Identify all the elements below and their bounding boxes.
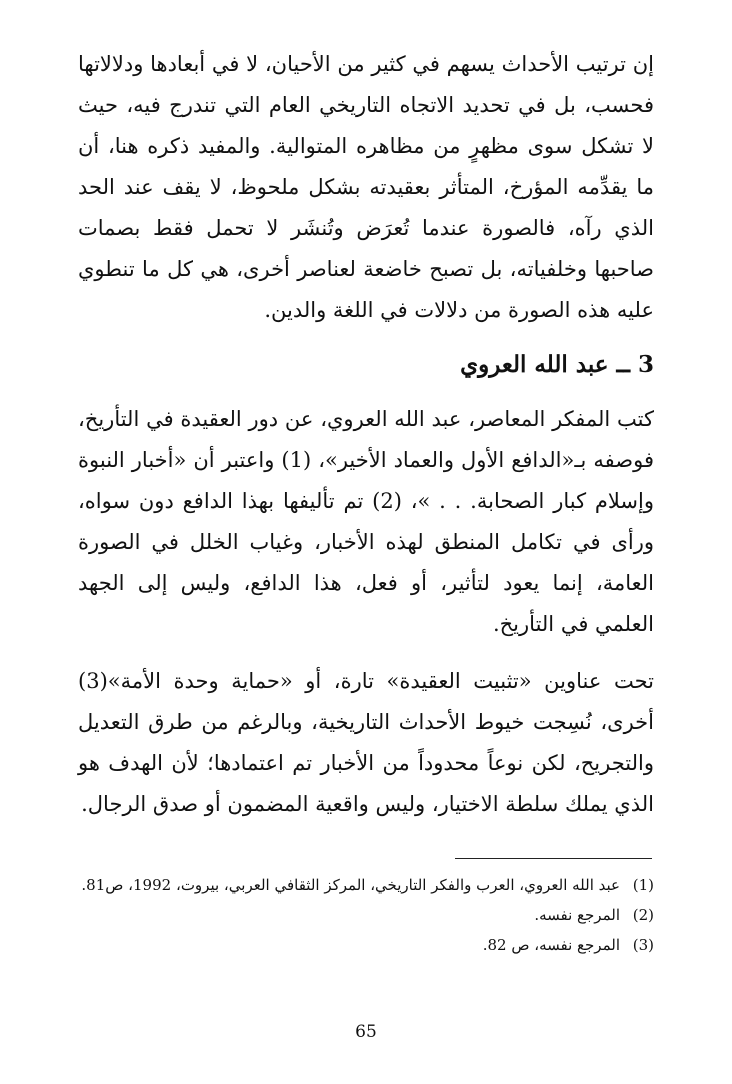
footnote-number: (3) xyxy=(632,936,654,954)
footnote-text: المرجع نفسه، ص 82. xyxy=(482,936,620,954)
footnotes xyxy=(78,870,654,960)
footnote-1 xyxy=(78,870,654,900)
footnote-3 xyxy=(78,930,654,960)
paragraph-intro: إن ترتيب الأحداث يسهم في كثير من الأحيان، لا في أبعادها ودلالاتها فحسب، بل في تحديد الاتجاه التاريخي العام التي تندرج فيه، حيث لا تشكل سوى مظهرٍ من مظاهره المتوالية. والمفيد ذكره هنا، أن ما يقدِّمه المؤرخ، المتأثر بعقيدته بشكل ملحوظ، لا يقف عند الحد الذي رآه، فالصورة عندما تُعرَض وتُنشَر لا تحمل فقط بصمات صاحبها وخلفياته، بل تصبح خاضعة لعناصر أخرى، هي كل ما تنطوي عليه هذه الصورة من دلالات في اللغة والدين. xyxy=(78,52,654,322)
footnote-number: (2) xyxy=(632,906,654,924)
footnote-text: المرجع نفسه. xyxy=(534,906,620,924)
footnote-number: (1) xyxy=(632,876,654,894)
paragraph-titles: تحت عناوين «تثبيت العقيدة» تارة، أو «حماية وحدة الأمة»(3) أخرى، نُسِجت خيوط الأحداث التاريخية، وبالرغم من طرق التعديل والتجريح، لكن نوعاً محدوداً من الأخبار تم اعتمادها؛ لأن الهدف هو الذي يملك سلطة الاختيار، وليس واقعية المضمون أو صدق الرجال. xyxy=(78,669,654,816)
main-text xyxy=(78,44,654,825)
footnote-2 xyxy=(78,900,654,930)
paragraph-gap xyxy=(78,645,654,661)
page-number: 65 xyxy=(355,1022,377,1042)
footnote-text: عبد الله العروي، العرب والفكر التاريخي، المركز الثقافي العربي، بيروت، 1992، ص81. xyxy=(81,876,620,894)
section-heading: 3 ــ عبد الله العروي xyxy=(460,351,654,378)
footnote-divider xyxy=(455,858,652,859)
paragraph-laroui: كتب المفكر المعاصر، عبد الله العروي، عن دور العقيدة في التأريخ، فوصفه بـ«الدافع الأول والعماد الأخير»، (1) واعتبر أن «أخبار النبوة وإسلام كبار الصحابة. . . »، (2) تم تأليفها بهذا الدافع دون سواه، ورأى في تكامل المنطق لهذه الأخبار، وغياب الخلل في الصورة العامة، إنما يعود لتأثير، أو فعل، هذا الدافع، وليس إلى الجهد العلمي في التأريخ. xyxy=(78,407,654,636)
